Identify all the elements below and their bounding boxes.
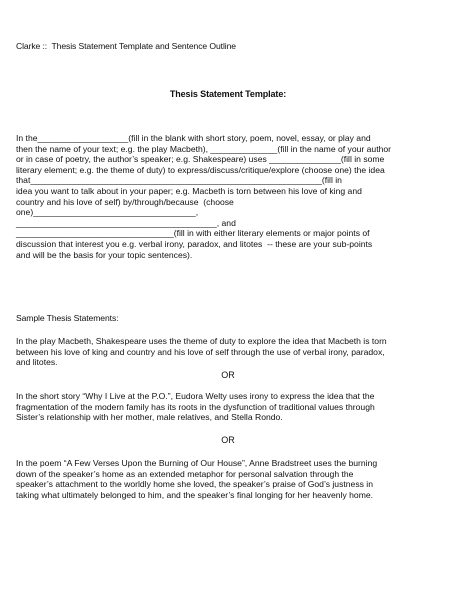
document-header: Clarke :: Thesis Statement Template and Sentence Outline xyxy=(16,41,236,51)
template-line: __________________________________________, and xyxy=(16,217,236,228)
template-line: that_____________________________________________________________(fill in xyxy=(16,175,342,186)
or-separator: OR xyxy=(221,435,235,445)
sample-thesis-3 xyxy=(16,458,440,500)
sample-line: In the poem “A Few Verses Upon the Burning of Our House”, Anne Bradstreet uses the burning xyxy=(16,458,378,468)
template-line: or in case of poetry, the author’s speaker; e.g. Shakespeare) uses _______________(fill in some xyxy=(16,154,385,165)
template-line: idea you want to talk about in your paper; e.g. Macbeth is torn between his love of king and xyxy=(16,185,362,196)
template-line: literary element; e.g. the theme of duty) to express/discuss/critique/explore (choose one) the idea xyxy=(16,164,385,175)
sample-line: In the play Macbeth, Shakespeare uses the theme of duty to explore the idea that Macbeth is torn xyxy=(16,336,387,346)
template-line: then the name of your text; e.g. the play Macbeth), ______________(fill in the name of your author xyxy=(16,143,392,154)
sample-line: In the short story “Why I Live at the P.O.”, Eudora Welty uses irony to express the idea that the xyxy=(16,391,375,401)
template-line: In the___________________(fill in the blank with short story, poem, novel, essay, or play and xyxy=(16,133,371,143)
sample-thesis-1 xyxy=(16,336,440,368)
or-separator: OR xyxy=(221,370,235,380)
sample-line: down of the speaker’s home as an extended metaphor for personal salvation through the xyxy=(16,468,354,479)
sample-thesis-2 xyxy=(16,391,440,423)
sample-line: fragmentation of the modern family has its roots in the dysfunction of traditional values through xyxy=(16,401,375,412)
sample-line: taking what ultimately belonged to him, and the speaker’s final longing for her heavenly home. xyxy=(16,489,374,500)
template-line: _________________________________(fill in with either literary elements or major points of xyxy=(16,228,370,239)
sample-line: speaker’s attachment to the worldly home she loved, the speaker’s praise of God’s justness in xyxy=(16,479,373,490)
template-paragraph xyxy=(16,133,440,260)
template-line: one)__________________________________, xyxy=(16,207,199,218)
sample-line: between his love of king and country and his love of self through the use of verbal irony, paradox, xyxy=(16,346,385,357)
template-line: and will be the basis for your topic sentences). xyxy=(16,249,193,260)
samples-heading: Sample Thesis Statements: xyxy=(16,313,119,323)
template-title: Thesis Statement Template: xyxy=(169,89,287,99)
template-line: discussion that interest you e.g. verbal irony, paradox, and litotes -- these are your sub-points xyxy=(16,238,373,249)
sample-line: and litotes. xyxy=(16,357,58,368)
sample-line: Sister’s relationship with her mother, male relatives, and Stella Rondo. xyxy=(16,412,283,423)
template-line: country and his love of self) by/through/because (choose xyxy=(16,196,234,207)
